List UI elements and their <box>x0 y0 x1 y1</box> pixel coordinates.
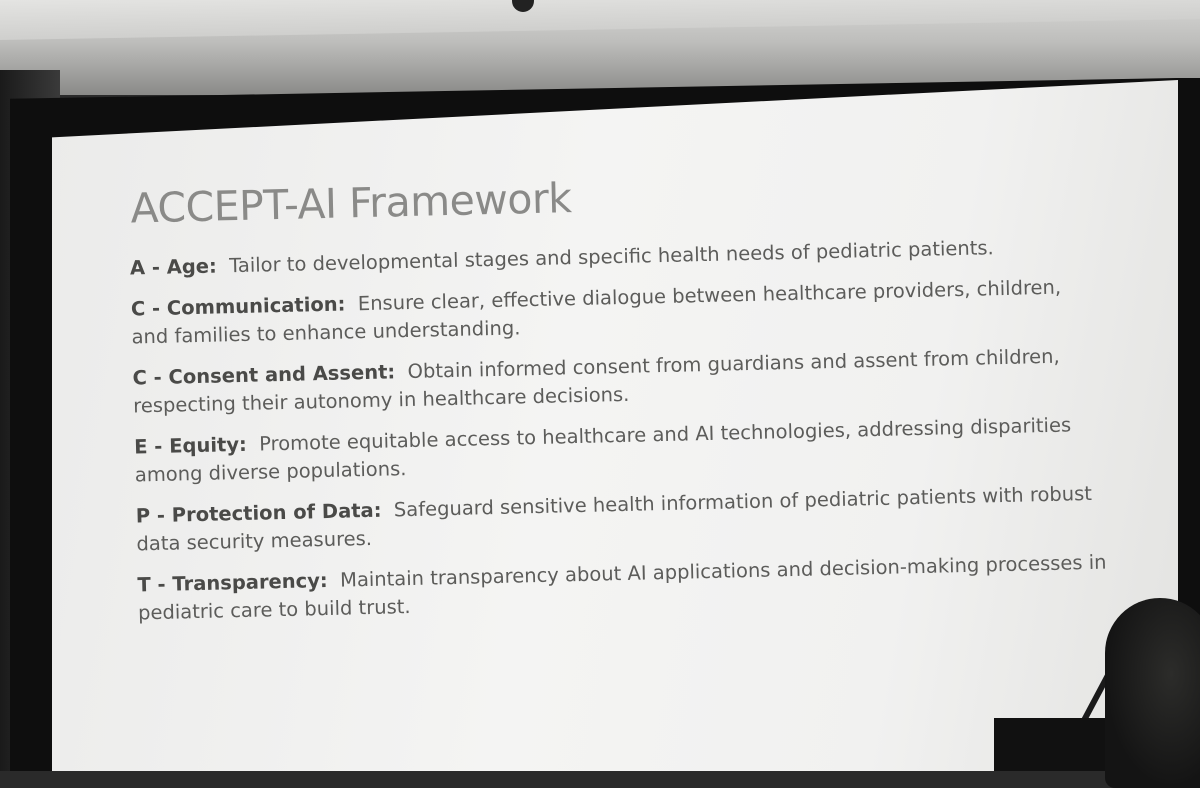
framework-item-equity <box>134 410 1135 490</box>
item-label: A - Age: <box>129 254 218 280</box>
item-label: C - Consent and Assent: <box>132 360 396 390</box>
framework-item-communication <box>131 273 1092 352</box>
item-label: P - Protection of Data: <box>135 498 382 528</box>
ceiling-edge <box>0 0 1200 40</box>
ceiling <box>0 0 1200 95</box>
slide-title: ACCEPT-AI Framework <box>129 174 573 233</box>
framework-item-protection <box>135 479 1136 559</box>
item-text: Maintain transparency about AI applications and decision-making processes in pediatric care to build trust. <box>137 550 1107 625</box>
item-text: Safeguard sensitive health information of pediatric patients with robust data security measures. <box>136 481 1093 556</box>
item-text: Promote equitable access to healthcare and AI technologies, addressing disparities among diverse populations. <box>134 413 1072 487</box>
item-text: Obtain informed consent from guardians and assent from children, respecting their autonomy in healthcare decisions. <box>132 344 1060 418</box>
speaker-silhouette <box>1105 598 1200 788</box>
framework-item-consent <box>132 342 1103 421</box>
item-label: C - Communication: <box>130 292 346 321</box>
framework-item-age <box>130 233 1030 282</box>
slide-content <box>110 161 1140 641</box>
item-text: Tailor to developmental stages and specific health needs of pediatric patients. <box>228 236 994 278</box>
item-label: E - Equity: <box>133 432 248 459</box>
item-label: T - Transparency: <box>137 568 328 597</box>
item-text: Ensure clear, effective dialogue between healthcare providers, children, and families to enhance understanding. <box>131 275 1062 349</box>
framework-item-transparency <box>137 548 1148 628</box>
